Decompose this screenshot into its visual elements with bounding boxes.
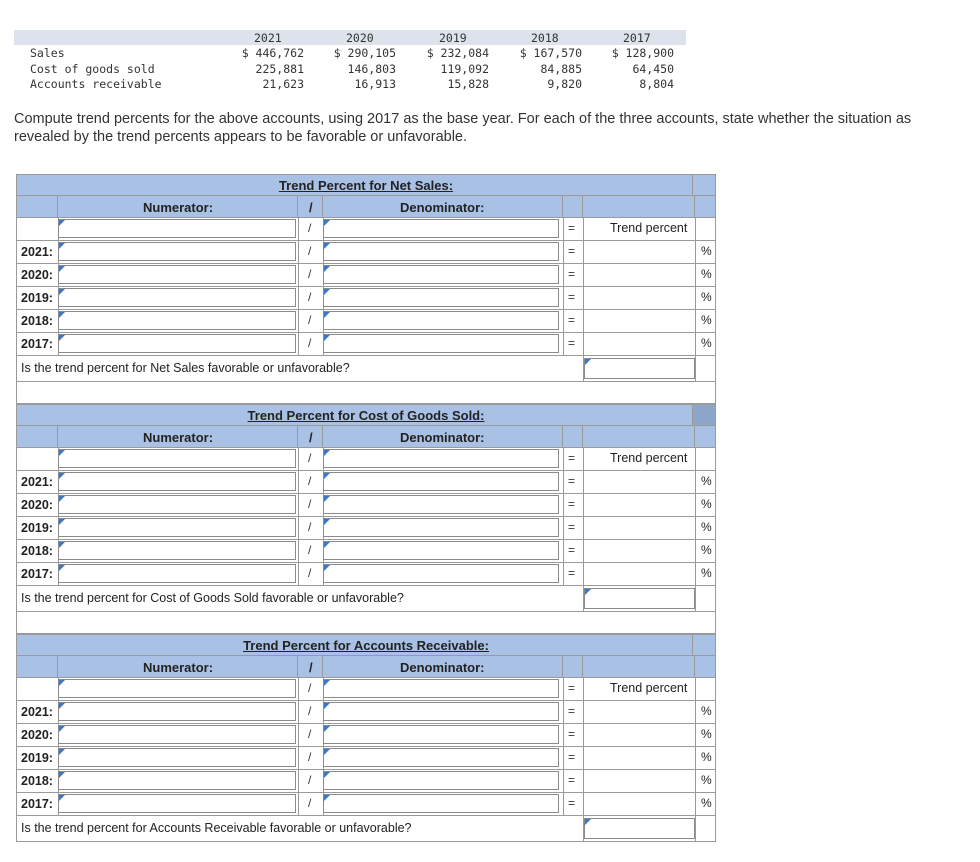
denominator-header: Denominator: bbox=[400, 660, 485, 675]
row-year-label: 2020: bbox=[21, 728, 53, 742]
section-title: Trend Percent for Accounts Receivable: bbox=[243, 638, 489, 653]
row-year-label: 2018: bbox=[21, 314, 53, 328]
equals-sign: = bbox=[568, 244, 576, 258]
value-cell: 64,450 bbox=[632, 62, 674, 76]
row-year-label: 2021: bbox=[21, 705, 53, 719]
year-header: 2020 bbox=[346, 31, 374, 45]
formula-row bbox=[16, 701, 716, 724]
row-year-label: 2020: bbox=[21, 268, 53, 282]
equals-sign: = bbox=[568, 750, 576, 764]
row-label: Accounts receivable bbox=[30, 77, 162, 91]
denominator-input[interactable] bbox=[323, 311, 559, 330]
numerator-input[interactable] bbox=[58, 449, 296, 468]
numerator-input[interactable] bbox=[58, 495, 296, 514]
division-slash: / bbox=[308, 267, 312, 281]
value-cell: $ 290,105 bbox=[333, 46, 396, 60]
row-year-label: 2018: bbox=[21, 544, 53, 558]
section-spacer bbox=[16, 382, 716, 404]
row-year-label: 2017: bbox=[21, 797, 53, 811]
denominator-input[interactable] bbox=[323, 541, 559, 560]
denominator-input[interactable] bbox=[323, 288, 559, 307]
numerator-header: Numerator: bbox=[143, 660, 214, 675]
year-header: 2019 bbox=[439, 31, 467, 45]
numerator-input[interactable] bbox=[58, 771, 296, 790]
percent-sign: % bbox=[701, 543, 712, 557]
formula-row bbox=[16, 793, 716, 816]
numerator-input[interactable] bbox=[58, 748, 296, 767]
denominator-input[interactable] bbox=[323, 518, 559, 537]
trend-percent-result bbox=[584, 747, 694, 769]
value-cell: $ 232,084 bbox=[426, 46, 489, 60]
slash-header: / bbox=[309, 660, 313, 675]
percent-sign: % bbox=[701, 290, 712, 304]
favorable-question: Is the trend percent for Accounts Receivable favorable or unfavorable? bbox=[21, 821, 412, 835]
percent-sign: % bbox=[701, 474, 712, 488]
division-slash: / bbox=[308, 727, 312, 741]
numerator-input[interactable] bbox=[58, 242, 296, 261]
formula-row bbox=[16, 333, 716, 356]
title-endcap bbox=[692, 175, 715, 195]
denominator-input[interactable] bbox=[323, 564, 559, 583]
numerator-input[interactable] bbox=[58, 702, 296, 721]
equals-sign: = bbox=[568, 290, 576, 304]
formula-row bbox=[16, 494, 716, 517]
trend-percent-result bbox=[584, 724, 694, 746]
row-label: Cost of goods sold bbox=[30, 62, 155, 76]
percent-sign: % bbox=[701, 336, 712, 350]
equals-sign: = bbox=[568, 727, 576, 741]
equals-sign: = bbox=[568, 451, 576, 465]
equals-sign: = bbox=[568, 796, 576, 810]
favorable-answer-select[interactable] bbox=[584, 358, 695, 379]
numerator-input[interactable] bbox=[58, 794, 296, 813]
percent-sign: % bbox=[701, 520, 712, 534]
row-year-label: 2019: bbox=[21, 291, 53, 305]
equals-sign: = bbox=[568, 474, 576, 488]
denominator-input[interactable] bbox=[323, 725, 559, 744]
division-slash: / bbox=[308, 244, 312, 258]
numerator-input[interactable] bbox=[58, 311, 296, 330]
division-slash: / bbox=[308, 520, 312, 534]
division-slash: / bbox=[308, 313, 312, 327]
formula-row bbox=[16, 724, 716, 747]
value-cell: 15,828 bbox=[447, 77, 489, 91]
formula-row bbox=[16, 241, 716, 264]
section-title-bar bbox=[16, 404, 716, 426]
denominator-input[interactable] bbox=[323, 495, 559, 514]
value-cell: 9,820 bbox=[547, 77, 582, 91]
trend-percent-result bbox=[584, 540, 694, 562]
equals-sign: = bbox=[568, 773, 576, 787]
division-slash: / bbox=[308, 290, 312, 304]
title-endcap bbox=[692, 635, 715, 655]
percent-sign: % bbox=[701, 244, 712, 258]
numerator-input[interactable] bbox=[58, 288, 296, 307]
denominator-input[interactable] bbox=[323, 771, 559, 790]
value-cell: 8,804 bbox=[639, 77, 674, 91]
division-slash: / bbox=[308, 336, 312, 350]
value-cell: 146,803 bbox=[347, 62, 396, 76]
percent-sign: % bbox=[701, 750, 712, 764]
column-header-row bbox=[16, 656, 716, 678]
row-year-label: 2019: bbox=[21, 751, 53, 765]
numerator-header: Numerator: bbox=[143, 430, 214, 445]
trend-percent-result bbox=[584, 241, 694, 263]
numerator-input[interactable] bbox=[58, 334, 296, 353]
numerator-input[interactable] bbox=[58, 265, 296, 284]
trend-percent-result bbox=[584, 793, 694, 815]
row-year-label: 2021: bbox=[21, 245, 53, 259]
numerator-input[interactable] bbox=[58, 541, 296, 560]
division-slash: / bbox=[308, 796, 312, 810]
section-title: Trend Percent for Cost of Goods Sold: bbox=[247, 408, 485, 423]
trend-percent-header: Trend percent bbox=[610, 451, 688, 465]
instructions-text: Compute trend percents for the above accounts, using 2017 as the base year. For each of the three accounts, state whether the situation as revealed by the trend percents appears to be favorable or unfavorable. bbox=[14, 111, 912, 145]
trend-percent-result bbox=[584, 494, 694, 516]
percent-sign: % bbox=[701, 796, 712, 810]
formula-row-base bbox=[16, 218, 716, 241]
trend-percent-result bbox=[584, 563, 694, 585]
row-year-label: 2019: bbox=[21, 521, 53, 535]
formula-row bbox=[16, 471, 716, 494]
value-cell: $ 446,762 bbox=[241, 46, 304, 60]
numerator-input[interactable] bbox=[58, 219, 296, 238]
value-cell: 21,623 bbox=[262, 77, 304, 91]
trend-percent-result bbox=[584, 333, 694, 355]
denominator-input[interactable] bbox=[323, 449, 559, 468]
division-slash: / bbox=[308, 451, 312, 465]
trend-percent-result bbox=[584, 701, 694, 723]
denominator-input[interactable] bbox=[323, 219, 559, 238]
section-title: Trend Percent for Net Sales: bbox=[278, 178, 454, 193]
favorable-question: Is the trend percent for Net Sales favorable or unfavorable? bbox=[21, 361, 350, 375]
division-slash: / bbox=[308, 497, 312, 511]
denominator-input[interactable] bbox=[323, 265, 559, 284]
division-slash: / bbox=[308, 704, 312, 718]
favorable-question: Is the trend percent for Cost of Goods Sold favorable or unfavorable? bbox=[21, 591, 404, 605]
column-header-row bbox=[16, 426, 716, 448]
denominator-input[interactable] bbox=[323, 679, 559, 698]
formula-row bbox=[16, 563, 716, 586]
equals-sign: = bbox=[568, 681, 576, 695]
trend-percent-result bbox=[584, 517, 694, 539]
equals-sign: = bbox=[568, 520, 576, 534]
section-title-bar bbox=[16, 634, 716, 656]
percent-sign: % bbox=[701, 566, 712, 580]
favorable-answer-select[interactable] bbox=[584, 588, 695, 609]
equals-sign: = bbox=[568, 543, 576, 557]
year-header: 2017 bbox=[623, 31, 651, 45]
denominator-input[interactable] bbox=[323, 702, 559, 721]
value-cell: 225,881 bbox=[255, 62, 304, 76]
trend-percent-result bbox=[584, 471, 694, 493]
formula-row bbox=[16, 264, 716, 287]
row-year-label: 2020: bbox=[21, 498, 53, 512]
value-cell: 16,913 bbox=[354, 77, 396, 91]
title-endcap bbox=[692, 405, 715, 425]
division-slash: / bbox=[308, 566, 312, 580]
division-slash: / bbox=[308, 221, 312, 235]
value-cell: $ 167,570 bbox=[519, 46, 582, 60]
year-header: 2018 bbox=[531, 31, 559, 45]
trend-percent-header: Trend percent bbox=[610, 681, 688, 695]
numerator-input[interactable] bbox=[58, 725, 296, 744]
formula-row bbox=[16, 287, 716, 310]
section-spacer bbox=[16, 612, 716, 634]
equals-sign: = bbox=[568, 221, 576, 235]
equals-sign: = bbox=[568, 704, 576, 718]
percent-sign: % bbox=[701, 727, 712, 741]
value-cell: 84,885 bbox=[540, 62, 582, 76]
division-slash: / bbox=[308, 543, 312, 557]
column-header-row bbox=[16, 196, 716, 218]
percent-sign: % bbox=[701, 497, 712, 511]
slash-header: / bbox=[309, 200, 313, 215]
formula-row bbox=[16, 770, 716, 793]
row-year-label: 2021: bbox=[21, 475, 53, 489]
denominator-input[interactable] bbox=[323, 242, 559, 261]
formula-row bbox=[16, 517, 716, 540]
numerator-input[interactable] bbox=[58, 472, 296, 491]
division-slash: / bbox=[308, 750, 312, 764]
formula-row-base bbox=[16, 448, 716, 471]
favorable-question-row bbox=[16, 586, 716, 612]
row-year-label: 2018: bbox=[21, 774, 53, 788]
trend-percent-result bbox=[584, 264, 694, 286]
denominator-input[interactable] bbox=[323, 334, 559, 353]
trend-percent-result bbox=[584, 770, 694, 792]
formula-row bbox=[16, 540, 716, 563]
trend-percent-result bbox=[584, 310, 694, 332]
equals-sign: = bbox=[568, 566, 576, 580]
equals-sign: = bbox=[568, 497, 576, 511]
trend-percent-result bbox=[584, 287, 694, 309]
favorable-answer-select[interactable] bbox=[584, 818, 695, 839]
row-year-label: 2017: bbox=[21, 567, 53, 581]
equals-sign: = bbox=[568, 336, 576, 350]
division-slash: / bbox=[308, 681, 312, 695]
numerator-header: Numerator: bbox=[143, 200, 214, 215]
percent-sign: % bbox=[701, 773, 712, 787]
favorable-question-row bbox=[16, 356, 716, 382]
equals-sign: = bbox=[568, 267, 576, 281]
numerator-input[interactable] bbox=[58, 564, 296, 583]
value-cell: 119,092 bbox=[440, 62, 489, 76]
denominator-header: Denominator: bbox=[400, 200, 485, 215]
division-slash: / bbox=[308, 474, 312, 488]
section-title-bar bbox=[16, 174, 716, 196]
denominator-input[interactable] bbox=[323, 748, 559, 767]
numerator-input[interactable] bbox=[58, 518, 296, 537]
percent-sign: % bbox=[701, 267, 712, 281]
value-cell: $ 128,900 bbox=[611, 46, 674, 60]
denominator-input[interactable] bbox=[323, 794, 559, 813]
row-label: Sales bbox=[30, 46, 65, 60]
numerator-input[interactable] bbox=[58, 679, 296, 698]
row-year-label: 2017: bbox=[21, 337, 53, 351]
trend-percent-header: Trend percent bbox=[610, 221, 688, 235]
slash-header: / bbox=[309, 430, 313, 445]
equals-sign: = bbox=[568, 313, 576, 327]
denominator-input[interactable] bbox=[323, 472, 559, 491]
percent-sign: % bbox=[701, 313, 712, 327]
denominator-header: Denominator: bbox=[400, 430, 485, 445]
percent-sign: % bbox=[701, 704, 712, 718]
favorable-question-row bbox=[16, 816, 716, 842]
formula-row-base bbox=[16, 678, 716, 701]
year-header: 2021 bbox=[254, 31, 282, 45]
division-slash: / bbox=[308, 773, 312, 787]
formula-row bbox=[16, 310, 716, 333]
formula-row bbox=[16, 747, 716, 770]
